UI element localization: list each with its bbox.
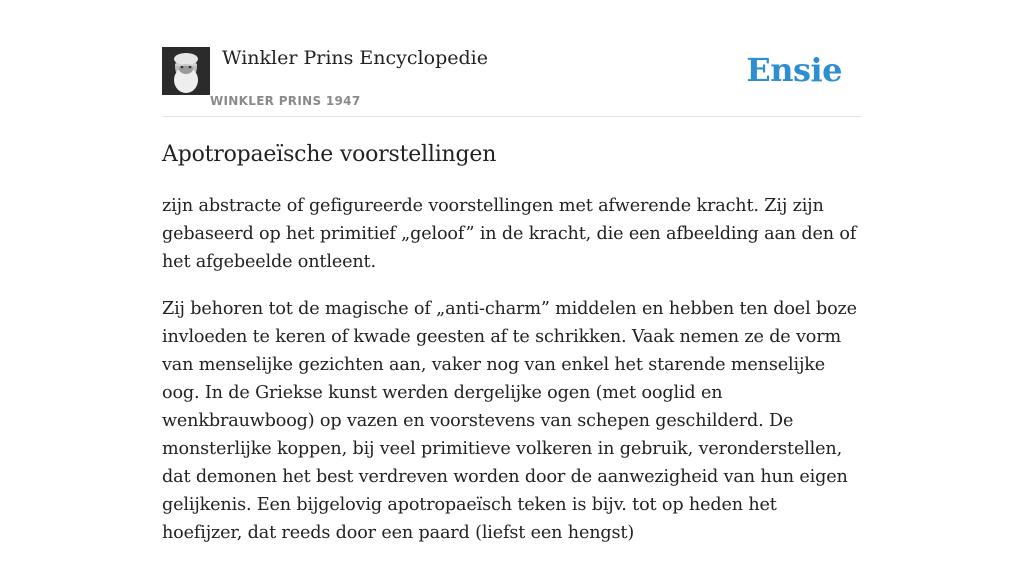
paragraph: Zij behoren tot de magische of „anti-charm” middelen en hebben ten doel boze invloeden te keren of kwade geesten af te schrikken. Vaak nemen ze de vorm van menselijke gezichten aan, vaker nog van enkel het starende menselijke oog. In de Griekse kunst werden dergelijke ogen (met ooglid en wenkbrauwboog) op vazen en voorstevens van schepen geschilderd. De monsterlijke koppen, bij veel primitieve volkeren in gebruik, veronderstellen, dat demonen het best verdreven worden door de aanwezigheid van hun eigen gelijkenis. Een bijgelovig apotropaeïsch teken is bijv. tot op heden het hoefijzer, dat reeds door een paard (liefst een hengst)	[162, 299, 857, 543]
source-header	[162, 40, 862, 117]
source-title[interactable]: Winkler Prins Encyclopedie	[222, 47, 488, 69]
article-title: Apotropaeïsche voorstellingen	[162, 142, 497, 167]
article-body	[162, 192, 862, 566]
edition-label[interactable]: WINKLER PRINS 1947	[210, 94, 361, 108]
author-avatar[interactable]	[162, 47, 210, 95]
brand-logo[interactable]: Ensie	[746, 51, 842, 89]
bearded-man-portrait-icon	[162, 47, 210, 95]
paragraph: zijn abstracte of gefigureerde voorstellingen met afwerende kracht. Zij zijn gebaseerd op het primitief „geloof” in de kracht, die een afbeelding aan den of het afgebeelde ontleent.	[162, 196, 857, 272]
